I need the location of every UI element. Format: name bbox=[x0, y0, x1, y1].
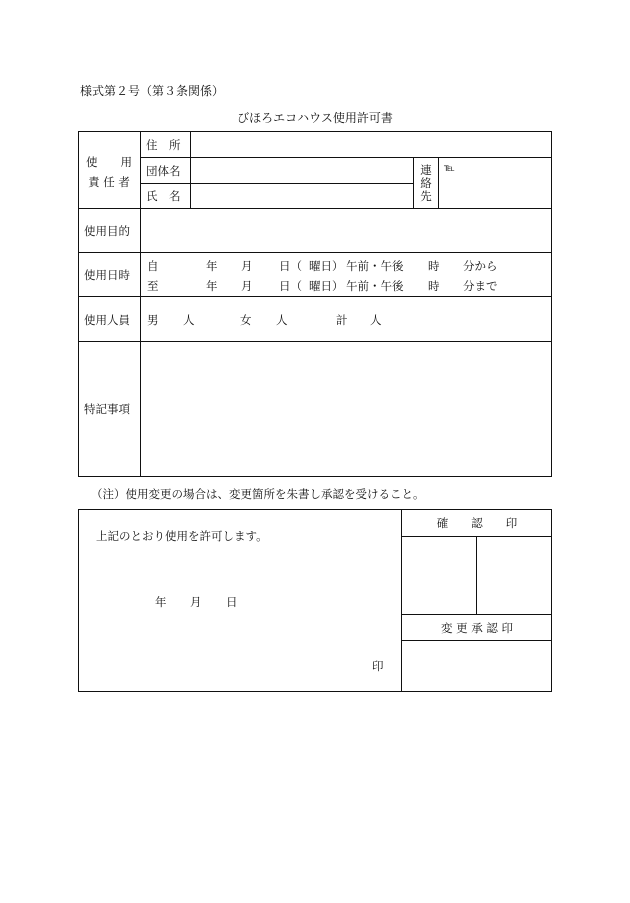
contact-label-char-3: 先 bbox=[420, 189, 432, 203]
contact-label-char-2: 絡 bbox=[420, 176, 432, 190]
seal-mark: 印 bbox=[372, 659, 384, 673]
address-field[interactable] bbox=[192, 133, 550, 156]
total-unit: 人 bbox=[370, 313, 382, 327]
remarks-label: 特記事項 bbox=[84, 402, 130, 416]
name-label: 氏 名 bbox=[146, 189, 181, 203]
to-weekday: 曜日） bbox=[309, 279, 344, 293]
male-label: 男 bbox=[147, 313, 159, 327]
tel-label: ℡ bbox=[444, 163, 455, 174]
permit-text: 上記のとおり使用を許可します。 bbox=[96, 529, 268, 543]
from-day: 日（ bbox=[279, 259, 302, 273]
form-title: びほろエコハウス使用許可書 bbox=[237, 111, 393, 125]
contact-label-char-1: 連 bbox=[420, 163, 432, 177]
people-label: 使用人員 bbox=[84, 313, 130, 327]
change-approval-header: 変 更 承 認 印 bbox=[440, 621, 514, 635]
from-hour: 時 bbox=[428, 259, 440, 273]
total-label: 計 bbox=[336, 313, 348, 327]
remarks-field[interactable] bbox=[142, 343, 550, 475]
to-hour: 時 bbox=[428, 279, 440, 293]
from-weekday: 曜日） bbox=[309, 259, 344, 273]
from-month: 月 bbox=[241, 259, 253, 273]
male-unit: 人 bbox=[183, 313, 195, 327]
applicant-group-label-2: 責 任 者 bbox=[88, 175, 130, 189]
datetime-label: 使用日時 bbox=[84, 268, 130, 282]
female-label: 女 bbox=[240, 313, 252, 327]
to-day: 日（ bbox=[279, 279, 302, 293]
address-label: 住 所 bbox=[146, 138, 181, 152]
change-approval-seal-box[interactable] bbox=[403, 642, 550, 690]
confirm-seal-box-2[interactable] bbox=[478, 538, 550, 613]
name-field[interactable] bbox=[192, 185, 412, 207]
to-prefix: 至 bbox=[147, 279, 159, 293]
applicant-group-label-1: 使 用 bbox=[86, 155, 132, 169]
form-number: 様式第２号（第３条関係） bbox=[80, 84, 225, 98]
to-month: 月 bbox=[241, 279, 253, 293]
permit-month: 月 bbox=[190, 595, 202, 609]
female-unit: 人 bbox=[276, 313, 288, 327]
permit-day: 日 bbox=[226, 595, 238, 609]
confirm-seal-header: 確 認 印 bbox=[436, 516, 518, 530]
organization-label: 団体名 bbox=[146, 164, 181, 178]
from-year: 年 bbox=[206, 259, 218, 273]
to-ampm: 午前・午後 bbox=[346, 279, 404, 293]
confirm-seal-box-1[interactable] bbox=[403, 538, 475, 613]
purpose-label: 使用目的 bbox=[84, 224, 130, 238]
from-suffix: 分から bbox=[463, 259, 498, 273]
organization-field[interactable] bbox=[192, 159, 412, 182]
purpose-field[interactable] bbox=[142, 210, 550, 251]
to-year: 年 bbox=[206, 279, 218, 293]
from-prefix: 自 bbox=[147, 259, 159, 273]
from-ampm: 午前・午後 bbox=[346, 259, 404, 273]
permit-year: 年 bbox=[155, 595, 167, 609]
note-text: （注）使用変更の場合は、変更箇所を朱書し承認を受けること。 bbox=[91, 487, 425, 501]
tel-field[interactable] bbox=[455, 159, 550, 207]
to-suffix: 分まで bbox=[463, 279, 498, 293]
